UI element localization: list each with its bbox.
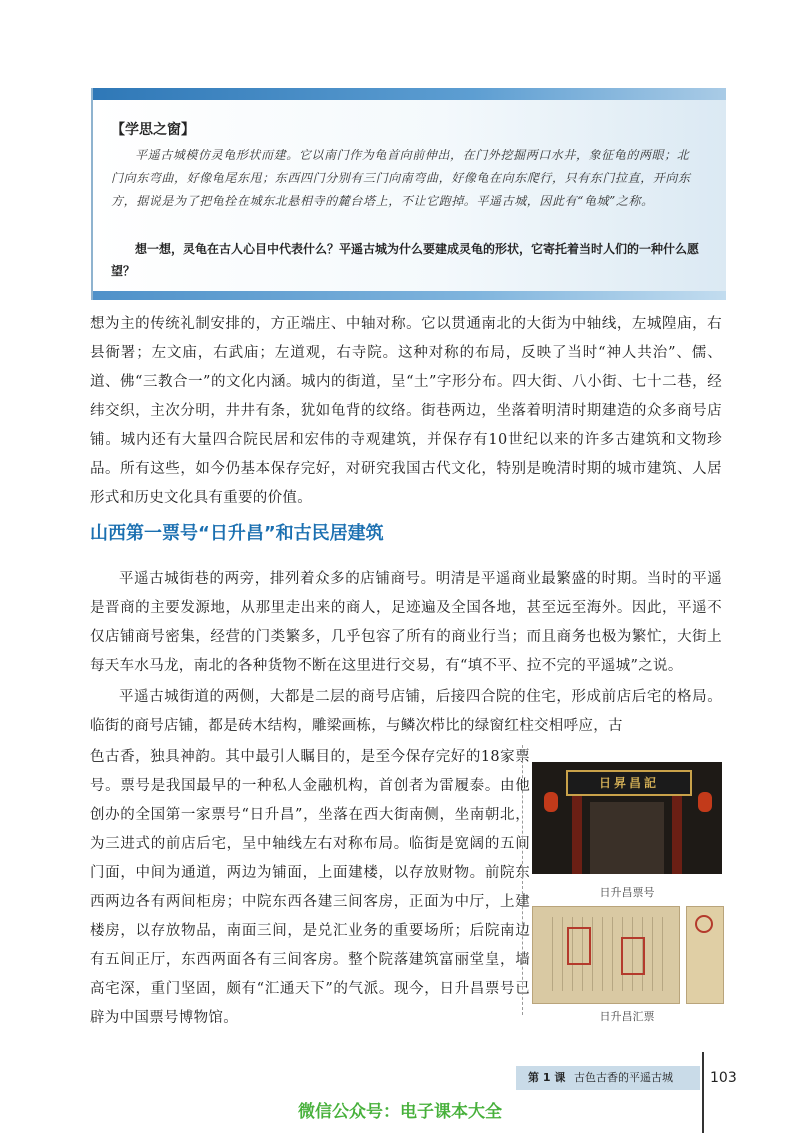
paragraph-commerce: 平遥古城街巷的两旁，排列着众多的店铺商号。明清是平遥商业最繁盛的时期。当时的平遥是晋商的主要发源地，从那里走出来的商人，足迹遍及全国各地，甚至远至海外。因此，平遥不仅店铺商号密集，经营的门类繁多，几乎包容了所有的商业行当；而且商务也极为繁忙，大街上每天车水马龙，南北的各种货物不断在这里进行交易，有“填不平、拉不完的平遥城”之说。 xyxy=(90,571,722,674)
seal-stamp-icon xyxy=(567,927,591,965)
draft-bill-photo xyxy=(532,906,680,1004)
draft-bill-photo-small xyxy=(686,906,724,1004)
shop-doorway xyxy=(590,802,664,874)
running-footer xyxy=(516,1066,700,1090)
footer-lesson-title: 古色古香的平遥古城 xyxy=(574,1071,673,1084)
study-window-box xyxy=(91,88,726,300)
paragraph-rishengchang: 色古香，独具神韵。其中最引人瞩目的，是至今保存完好的18家票号。票号是我国最早的一种私人金融机构，首创者为雷履泰。由他创办的全国第一家票号“日升昌”，坐落在西大街南侧，坐南朝北，为三进式的前店后宅，呈中轴线左右对称布局。临街是宽阔的五间门面，中间为通道，两边为铺面，上面建楼，以存放财物。前院东西两边各有两间柜房；中院东西各建三间客房，正面为中厅，上建楼房，以存放物品，南面三间，是兑汇业务的重要场所；后院南边有五间正厅，东西两面各有三间客房。整个院落建筑富丽堂皇，墙高宅深，重门坚固，颇有“汇通天下”的气派。现今，日升昌票号已辟为中国票号博物馆。 xyxy=(90,749,530,1026)
red-pillar xyxy=(572,796,582,874)
figure-divider xyxy=(522,745,523,1015)
lantern-icon xyxy=(698,792,712,812)
box-bottom-bar xyxy=(93,291,726,300)
paragraph-streets: 平遥古城街道的两侧，大都是二层的商号店铺，后接四合院的住宅，形成前店后宅的格局。临街的商号店铺，都是砖木结构，雕梁画栋，与鳞次栉比的绿窗红柱交相呼应，古 xyxy=(90,689,722,734)
lantern-icon xyxy=(544,792,558,812)
box-title: 【学思之窗】 xyxy=(111,122,195,138)
seal-stamp-icon xyxy=(695,915,713,933)
figure-caption-shop: 日升昌票号 xyxy=(599,886,655,899)
section-heading: 山西第一票号“日升昌”和古民居建筑 xyxy=(90,523,384,544)
rishengchang-photo xyxy=(532,762,722,874)
bill-script-lines xyxy=(543,917,667,991)
paragraph-layout: 想为主的传统礼制安排的，方正端庄、中轴对称。它以贯通南北的大街为中轴线，左城隍庙，右县衙署；左文庙，右武庙；左道观，右寺院。这种对称的布局，反映了当时“神人共治”、儒、道、佛“三教合一”的文化内涵。城内的街道，呈“土”字形分布。四大街、八小街、七十二巷，经纬交织，主次分明，井井有条，犹如龟背的纹络。街巷两边，坐落着明清时期建造的众多商号店铺。城内还有大量四合院民居和宏伟的寺观建筑，并保存有10世纪以来的许多古建筑和文物珍品。所有这些，如今仍基本保存完好，对研究我国古代文化，特别是晚清时期的城市建筑、人居形式和历史文化具有重要的价值。 xyxy=(90,316,722,506)
box-body-text: 平遥古城模仿灵龟形状而建。它以南门作为龟首向前伸出，在门外挖掘两口水井，象征龟的两眼；北门向东弯曲，好像龟尾东甩；东西四门分别有三门向南弯曲，好像龟在向东爬行，只有东门拉直，开向东方，据说是为了把龟拴在城东北悬相寺的麓台塔上，不让它跑掉。平遥古城，因此有“龟城”之称。 xyxy=(111,148,691,208)
box-question: 想一想，灵龟在古人心目中代表什么？平遥古城为什么要建成灵龟的形状，它寄托着当时人们的一种什么愿望？ xyxy=(111,242,700,278)
shop-signboard: 日昇昌記 xyxy=(566,770,692,796)
red-pillar xyxy=(672,796,682,874)
page-number: 103 xyxy=(710,1070,737,1086)
seal-stamp-icon xyxy=(621,937,645,975)
figure-caption-bill: 日升昌汇票 xyxy=(599,1010,655,1023)
box-top-bar xyxy=(93,88,726,100)
watermark-text: 微信公众号：电子课本大全 xyxy=(298,1102,502,1122)
footer-lesson-number: 第 1 课 xyxy=(528,1071,566,1084)
